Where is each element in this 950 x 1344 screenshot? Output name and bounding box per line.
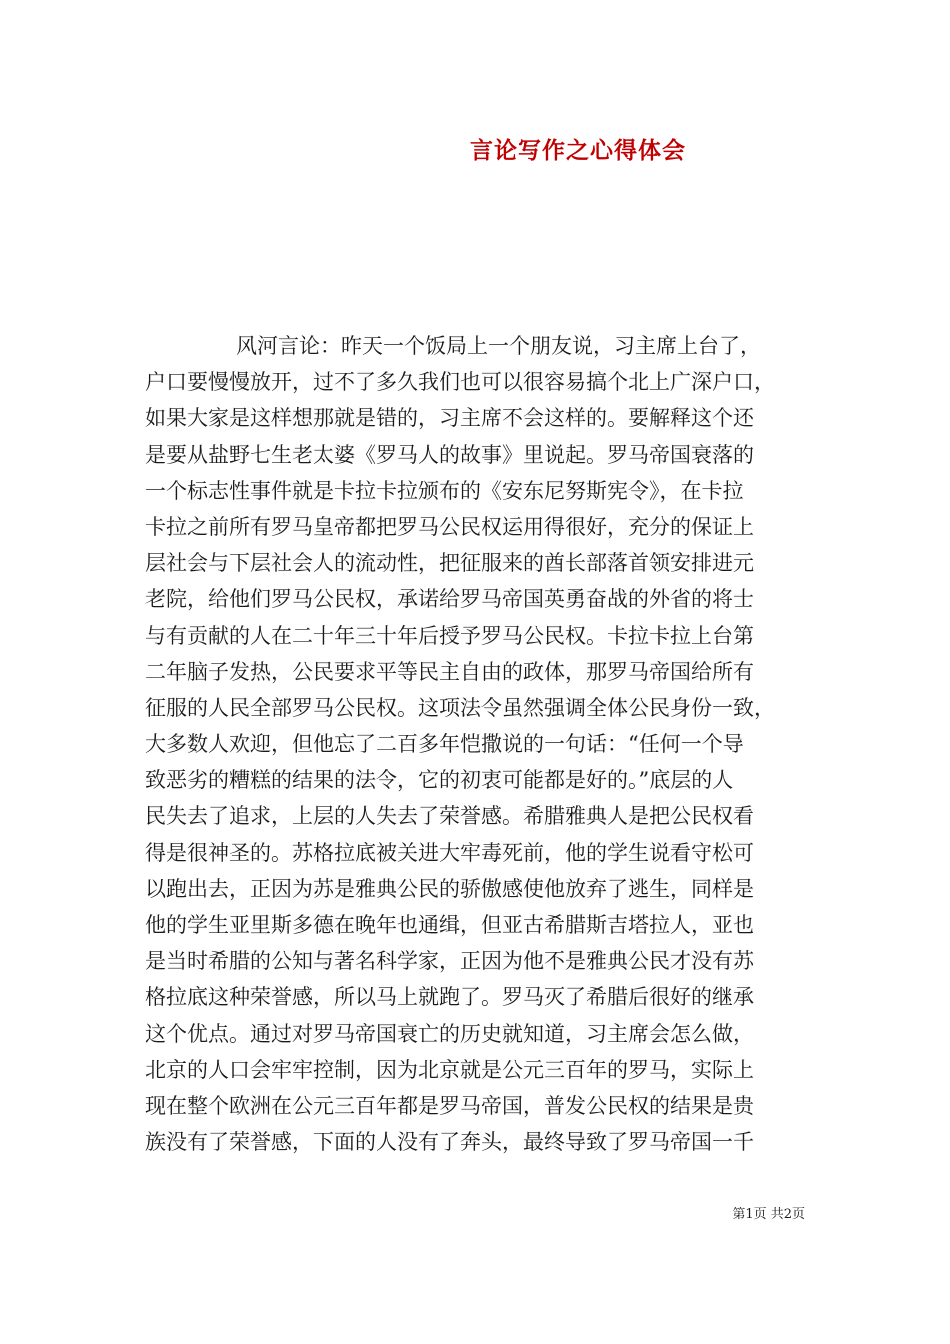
body-line: 以跑出去，正因为苏是雅典公民的骄傲感使他放弃了逃生，同样是 — [145, 876, 754, 901]
body-line: 一个标志性事件就是卡拉卡拉颁布的《安东尼努斯宪令》，在卡拉 — [145, 478, 744, 503]
body-line: 致恶劣的糟糕的结果的法令，它的初衷可能都是好的。”底层的人 — [145, 768, 734, 793]
body-line: 是当时希腊的公知与著名科学家，正因为他不是雅典公民才没有苏 — [145, 949, 754, 974]
body-line: 族没有了荣誉感，下面的人没有了奔头，最终导致了罗马帝国一千 — [145, 1130, 754, 1155]
body-line: 是要从盐野七生老太婆《罗马人的故事》里说起。罗马帝国衰落的 — [145, 442, 754, 467]
body-line: 民失去了追求，上层的人失去了荣誉感。希腊雅典人是把公民权看 — [145, 804, 754, 829]
document-body — [145, 328, 805, 1160]
body-line: 层社会与下层社会人的流动性，把征服来的酋长部落首领安排进元 — [145, 551, 754, 576]
body-line: 格拉底这种荣誉感，所以马上就跑了。罗马灭了希腊后很好的继承 — [145, 985, 754, 1010]
body-line: 北京的人口会牢牢控制，因为北京就是公元三百年的罗马，实际上 — [145, 1057, 754, 1082]
body-line: 他的学生亚里斯多德在晚年也通缉，但亚古希腊斯吉塔拉人，亚也 — [145, 913, 754, 937]
body-line: 卡拉之前所有罗马皇帝都把罗马公民权运用得很好，充分的保证上 — [145, 514, 754, 539]
page-number-footer: 第1页 共2页 — [732, 1207, 805, 1222]
body-line: 得是很神圣的。苏格拉底被关进大牢毒死前，他的学生说看守松可 — [145, 840, 754, 865]
body-line: 与有贡献的人在二十年三十年后授予罗马公民权。卡拉卡拉上台第 — [145, 623, 754, 648]
body-line: 大多数人欢迎，但他忘了二百多年恺撒说的一句话：“任何一个导 — [145, 732, 744, 757]
body-line: 风河言论：昨天一个饭局上一个朋友说，习主席上台了， — [236, 334, 761, 358]
body-line: 如果大家是这样想那就是错的，习主席不会这样的。要解释这个还 — [145, 406, 754, 431]
body-line: 二年脑子发热，公民要求平等民主自由的政体，那罗马帝国给所有 — [145, 659, 754, 684]
body-line: 户口要慢慢放开，过不了多久我们也可以很容易搞个北上广深户口， — [145, 370, 775, 395]
document-title: 言论写作之心得体会 — [470, 137, 686, 164]
body-line: 现在整个欧洲在公元三百年都是罗马帝国，普发公民权的结果是贵 — [145, 1093, 754, 1118]
body-line: 老院，给他们罗马公民权，承诺给罗马帝国英勇奋战的外省的将士 — [145, 587, 754, 612]
body-line: 这个优点。通过对罗马帝国衰亡的历史就知道，习主席会怎么做， — [145, 1021, 754, 1046]
body-line: 征服的人民全部罗马公民权。这项法令虽然强调全体公民身份一致， — [145, 695, 775, 720]
